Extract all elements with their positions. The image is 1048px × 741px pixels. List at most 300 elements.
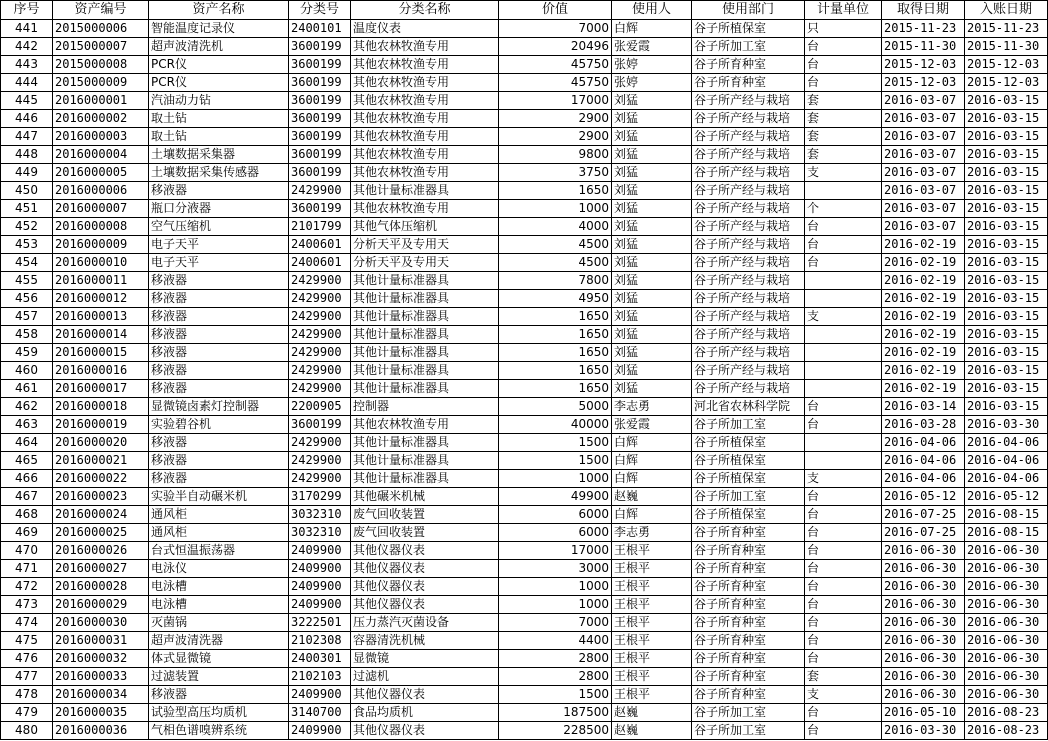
cell-value[interactable]: 1000 (499, 596, 612, 614)
cell-user[interactable]: 刘猛 (612, 254, 692, 272)
cell-unit[interactable]: 台 (805, 614, 882, 632)
cell-seq[interactable]: 442 (1, 38, 53, 56)
col-header-booked-date[interactable]: 入账日期 (965, 1, 1048, 20)
cell-asset-code[interactable]: 2016000030 (53, 614, 149, 632)
cell-value[interactable]: 17000 (499, 542, 612, 560)
cell-asset-code[interactable]: 2016000014 (53, 326, 149, 344)
cell-asset-code[interactable]: 2016000002 (53, 110, 149, 128)
cell-value[interactable]: 45750 (499, 56, 612, 74)
cell-seq[interactable]: 462 (1, 398, 53, 416)
cell-department[interactable]: 谷子所育种室 (692, 56, 805, 74)
cell-department[interactable]: 谷子所育种室 (692, 614, 805, 632)
cell-booked-date[interactable]: 2015-12-03 (965, 74, 1048, 92)
cell-booked-date[interactable]: 2016-06-30 (965, 614, 1048, 632)
cell-department[interactable]: 谷子所育种室 (692, 542, 805, 560)
cell-asset-name[interactable]: 移液器 (149, 686, 289, 704)
cell-unit[interactable]: 套 (805, 110, 882, 128)
cell-seq[interactable]: 441 (1, 20, 53, 38)
cell-department[interactable]: 谷子所产经与栽培 (692, 344, 805, 362)
cell-asset-code[interactable]: 2016000031 (53, 632, 149, 650)
cell-unit[interactable]: 台 (805, 506, 882, 524)
cell-unit[interactable]: 台 (805, 542, 882, 560)
cell-category-code[interactable]: 3032310 (289, 506, 351, 524)
cell-category-code[interactable]: 2400601 (289, 254, 351, 272)
cell-unit[interactable]: 台 (805, 524, 882, 542)
cell-asset-code[interactable]: 2015000007 (53, 38, 149, 56)
cell-department[interactable]: 谷子所产经与栽培 (692, 182, 805, 200)
cell-category-code[interactable]: 3600199 (289, 146, 351, 164)
cell-booked-date[interactable]: 2016-06-30 (965, 686, 1048, 704)
cell-value[interactable]: 1650 (499, 344, 612, 362)
cell-booked-date[interactable]: 2016-06-30 (965, 596, 1048, 614)
cell-category-code[interactable]: 2409900 (289, 560, 351, 578)
cell-user[interactable]: 刘猛 (612, 110, 692, 128)
cell-asset-name[interactable]: 台式恒温振荡器 (149, 542, 289, 560)
cell-value[interactable]: 6000 (499, 524, 612, 542)
cell-department[interactable]: 谷子所产经与栽培 (692, 200, 805, 218)
cell-seq[interactable]: 480 (1, 722, 53, 740)
cell-user[interactable]: 赵巍 (612, 488, 692, 506)
cell-acquired-date[interactable]: 2016-03-07 (882, 92, 965, 110)
cell-category-name[interactable]: 其他计量标准器具 (351, 380, 499, 398)
cell-asset-code[interactable]: 2016000021 (53, 452, 149, 470)
cell-department[interactable]: 谷子所产经与栽培 (692, 290, 805, 308)
cell-seq[interactable]: 474 (1, 614, 53, 632)
cell-department[interactable]: 谷子所育种室 (692, 74, 805, 92)
cell-unit[interactable] (805, 290, 882, 308)
cell-asset-code[interactable]: 2016000003 (53, 128, 149, 146)
cell-seq[interactable]: 466 (1, 470, 53, 488)
cell-user[interactable]: 白辉 (612, 452, 692, 470)
cell-department[interactable]: 河北省农林科学院 (692, 398, 805, 416)
cell-booked-date[interactable]: 2016-03-15 (965, 92, 1048, 110)
cell-department[interactable]: 谷子所育种室 (692, 632, 805, 650)
cell-seq[interactable]: 459 (1, 344, 53, 362)
cell-unit[interactable]: 台 (805, 236, 882, 254)
cell-asset-code[interactable]: 2016000019 (53, 416, 149, 434)
cell-user[interactable]: 刘猛 (612, 164, 692, 182)
cell-acquired-date[interactable]: 2016-06-30 (882, 596, 965, 614)
cell-user[interactable]: 刘猛 (612, 92, 692, 110)
col-header-category-name[interactable]: 分类名称 (351, 1, 499, 20)
cell-unit[interactable] (805, 182, 882, 200)
cell-asset-name[interactable]: 移液器 (149, 452, 289, 470)
cell-category-name[interactable]: 其他农林牧渔专用 (351, 56, 499, 74)
cell-category-name[interactable]: 其他计量标准器具 (351, 290, 499, 308)
cell-asset-name[interactable]: 智能温度记录仪 (149, 20, 289, 38)
cell-asset-name[interactable]: 移液器 (149, 290, 289, 308)
cell-acquired-date[interactable]: 2016-06-30 (882, 650, 965, 668)
cell-acquired-date[interactable]: 2016-03-14 (882, 398, 965, 416)
cell-category-code[interactable]: 3032310 (289, 524, 351, 542)
cell-booked-date[interactable]: 2015-11-23 (965, 20, 1048, 38)
cell-unit[interactable]: 台 (805, 74, 882, 92)
cell-booked-date[interactable]: 2016-03-30 (965, 416, 1048, 434)
cell-acquired-date[interactable]: 2016-03-28 (882, 416, 965, 434)
cell-category-name[interactable]: 其他农林牧渔专用 (351, 92, 499, 110)
cell-booked-date[interactable]: 2016-03-15 (965, 308, 1048, 326)
cell-value[interactable]: 49900 (499, 488, 612, 506)
cell-unit[interactable]: 支 (805, 686, 882, 704)
cell-category-name[interactable]: 其他气体压缩机 (351, 218, 499, 236)
cell-category-name[interactable]: 其他仪器仪表 (351, 722, 499, 740)
cell-asset-code[interactable]: 2016000007 (53, 200, 149, 218)
cell-unit[interactable] (805, 452, 882, 470)
cell-value[interactable]: 1650 (499, 326, 612, 344)
cell-value[interactable]: 17000 (499, 92, 612, 110)
cell-acquired-date[interactable]: 2016-02-19 (882, 272, 965, 290)
cell-seq[interactable]: 468 (1, 506, 53, 524)
cell-category-code[interactable]: 2102103 (289, 668, 351, 686)
cell-asset-code[interactable]: 2015000008 (53, 56, 149, 74)
cell-asset-name[interactable]: 体式显微镜 (149, 650, 289, 668)
cell-unit[interactable]: 台 (805, 218, 882, 236)
cell-category-code[interactable]: 2409900 (289, 686, 351, 704)
cell-booked-date[interactable]: 2016-06-30 (965, 650, 1048, 668)
cell-booked-date[interactable]: 2016-03-15 (965, 164, 1048, 182)
cell-department[interactable]: 谷子所加工室 (692, 416, 805, 434)
cell-asset-name[interactable]: 移液器 (149, 326, 289, 344)
cell-booked-date[interactable]: 2016-03-15 (965, 128, 1048, 146)
cell-user[interactable]: 王根平 (612, 686, 692, 704)
cell-value[interactable]: 40000 (499, 416, 612, 434)
cell-department[interactable]: 谷子所产经与栽培 (692, 308, 805, 326)
cell-category-name[interactable]: 其他仪器仪表 (351, 596, 499, 614)
cell-booked-date[interactable]: 2016-03-15 (965, 380, 1048, 398)
cell-acquired-date[interactable]: 2016-03-07 (882, 128, 965, 146)
cell-seq[interactable]: 458 (1, 326, 53, 344)
cell-value[interactable]: 2800 (499, 668, 612, 686)
cell-acquired-date[interactable]: 2015-11-30 (882, 38, 965, 56)
cell-category-name[interactable]: 其他农林牧渔专用 (351, 128, 499, 146)
cell-category-code[interactable]: 2409900 (289, 578, 351, 596)
cell-seq[interactable]: 463 (1, 416, 53, 434)
cell-value[interactable]: 1500 (499, 452, 612, 470)
cell-category-code[interactable]: 3222501 (289, 614, 351, 632)
cell-asset-code[interactable]: 2016000025 (53, 524, 149, 542)
cell-booked-date[interactable]: 2016-04-06 (965, 434, 1048, 452)
cell-user[interactable]: 白辉 (612, 506, 692, 524)
cell-seq[interactable]: 449 (1, 164, 53, 182)
cell-value[interactable]: 1500 (499, 434, 612, 452)
cell-asset-code[interactable]: 2016000029 (53, 596, 149, 614)
col-header-asset-code[interactable]: 资产编号 (53, 1, 149, 20)
cell-department[interactable]: 谷子所加工室 (692, 704, 805, 722)
cell-department[interactable]: 谷子所产经与栽培 (692, 146, 805, 164)
cell-category-name[interactable]: 其他计量标准器具 (351, 470, 499, 488)
cell-seq[interactable]: 477 (1, 668, 53, 686)
cell-asset-code[interactable]: 2016000020 (53, 434, 149, 452)
cell-department[interactable]: 谷子所植保室 (692, 20, 805, 38)
cell-acquired-date[interactable]: 2016-06-30 (882, 578, 965, 596)
cell-value[interactable]: 2900 (499, 128, 612, 146)
cell-category-code[interactable]: 3600199 (289, 38, 351, 56)
cell-user[interactable]: 李志勇 (612, 524, 692, 542)
cell-asset-name[interactable]: 电子天平 (149, 254, 289, 272)
cell-department[interactable]: 谷子所产经与栽培 (692, 128, 805, 146)
cell-unit[interactable] (805, 272, 882, 290)
cell-user[interactable]: 刘猛 (612, 344, 692, 362)
cell-value[interactable]: 3750 (499, 164, 612, 182)
cell-acquired-date[interactable]: 2016-02-19 (882, 344, 965, 362)
cell-asset-name[interactable]: 试验型高压均质机 (149, 704, 289, 722)
cell-asset-code[interactable]: 2016000015 (53, 344, 149, 362)
cell-unit[interactable]: 台 (805, 596, 882, 614)
cell-asset-name[interactable]: 显微镜卤素灯控制器 (149, 398, 289, 416)
cell-asset-code[interactable]: 2016000023 (53, 488, 149, 506)
cell-acquired-date[interactable]: 2016-03-07 (882, 200, 965, 218)
cell-asset-name[interactable]: 电泳仪 (149, 560, 289, 578)
cell-asset-code[interactable]: 2016000010 (53, 254, 149, 272)
cell-user[interactable]: 王根平 (612, 596, 692, 614)
cell-department[interactable]: 谷子所加工室 (692, 722, 805, 740)
cell-category-name[interactable]: 其他计量标准器具 (351, 344, 499, 362)
cell-department[interactable]: 谷子所产经与栽培 (692, 92, 805, 110)
cell-category-name[interactable]: 温度仪表 (351, 20, 499, 38)
cell-unit[interactable]: 台 (805, 578, 882, 596)
cell-booked-date[interactable]: 2016-05-12 (965, 488, 1048, 506)
cell-asset-name[interactable]: 汽油动力钻 (149, 92, 289, 110)
cell-asset-code[interactable]: 2016000034 (53, 686, 149, 704)
cell-booked-date[interactable]: 2015-11-30 (965, 38, 1048, 56)
cell-unit[interactable]: 台 (805, 488, 882, 506)
cell-category-code[interactable]: 3600199 (289, 110, 351, 128)
cell-asset-code[interactable]: 2016000012 (53, 290, 149, 308)
cell-asset-name[interactable]: 电泳槽 (149, 596, 289, 614)
cell-user[interactable]: 刘猛 (612, 362, 692, 380)
cell-category-code[interactable]: 2429900 (289, 434, 351, 452)
cell-value[interactable]: 45750 (499, 74, 612, 92)
cell-asset-name[interactable]: 电子天平 (149, 236, 289, 254)
cell-value[interactable]: 6000 (499, 506, 612, 524)
cell-unit[interactable]: 套 (805, 128, 882, 146)
cell-category-code[interactable]: 2429900 (289, 272, 351, 290)
cell-category-name[interactable]: 显微镜 (351, 650, 499, 668)
cell-user[interactable]: 王根平 (612, 578, 692, 596)
col-header-user[interactable]: 使用人 (612, 1, 692, 20)
cell-unit[interactable] (805, 326, 882, 344)
cell-booked-date[interactable]: 2016-06-30 (965, 632, 1048, 650)
cell-unit[interactable]: 台 (805, 38, 882, 56)
cell-acquired-date[interactable]: 2015-11-23 (882, 20, 965, 38)
cell-asset-code[interactable]: 2016000028 (53, 578, 149, 596)
cell-asset-code[interactable]: 2015000009 (53, 74, 149, 92)
cell-booked-date[interactable]: 2016-04-06 (965, 470, 1048, 488)
cell-seq[interactable]: 467 (1, 488, 53, 506)
cell-asset-name[interactable]: 灭菌锅 (149, 614, 289, 632)
cell-booked-date[interactable]: 2016-03-15 (965, 182, 1048, 200)
cell-value[interactable]: 1000 (499, 200, 612, 218)
cell-booked-date[interactable]: 2016-03-15 (965, 236, 1048, 254)
cell-department[interactable]: 谷子所育种室 (692, 578, 805, 596)
col-header-acquired-date[interactable]: 取得日期 (882, 1, 965, 20)
cell-acquired-date[interactable]: 2016-02-19 (882, 362, 965, 380)
cell-asset-code[interactable]: 2016000005 (53, 164, 149, 182)
cell-acquired-date[interactable]: 2016-04-06 (882, 434, 965, 452)
cell-category-code[interactable]: 2429900 (289, 362, 351, 380)
cell-seq[interactable]: 476 (1, 650, 53, 668)
cell-seq[interactable]: 453 (1, 236, 53, 254)
cell-unit[interactable] (805, 344, 882, 362)
cell-value[interactable]: 2900 (499, 110, 612, 128)
cell-unit[interactable]: 台 (805, 416, 882, 434)
cell-seq[interactable]: 443 (1, 56, 53, 74)
cell-value[interactable]: 3000 (499, 560, 612, 578)
cell-value[interactable]: 2800 (499, 650, 612, 668)
cell-booked-date[interactable]: 2016-03-15 (965, 254, 1048, 272)
cell-category-name[interactable]: 其他碾米机械 (351, 488, 499, 506)
cell-user[interactable]: 刘猛 (612, 200, 692, 218)
cell-seq[interactable]: 450 (1, 182, 53, 200)
cell-department[interactable]: 谷子所育种室 (692, 596, 805, 614)
cell-asset-name[interactable]: 实验半自动碾米机 (149, 488, 289, 506)
cell-unit[interactable]: 套 (805, 92, 882, 110)
cell-unit[interactable]: 台 (805, 560, 882, 578)
cell-department[interactable]: 谷子所植保室 (692, 506, 805, 524)
cell-user[interactable]: 白辉 (612, 470, 692, 488)
cell-asset-code[interactable]: 2016000009 (53, 236, 149, 254)
cell-unit[interactable]: 支 (805, 470, 882, 488)
cell-department[interactable]: 谷子所育种室 (692, 668, 805, 686)
cell-user[interactable]: 刘猛 (612, 128, 692, 146)
cell-value[interactable]: 1650 (499, 362, 612, 380)
cell-category-name[interactable]: 食品均质机 (351, 704, 499, 722)
cell-category-name[interactable]: 分析天平及专用天 (351, 254, 499, 272)
cell-category-code[interactable]: 3600199 (289, 74, 351, 92)
cell-acquired-date[interactable]: 2016-02-19 (882, 308, 965, 326)
cell-user[interactable]: 张婷 (612, 74, 692, 92)
cell-user[interactable]: 王根平 (612, 560, 692, 578)
cell-asset-code[interactable]: 2016000004 (53, 146, 149, 164)
cell-value[interactable]: 1000 (499, 578, 612, 596)
cell-category-code[interactable]: 3600199 (289, 416, 351, 434)
cell-category-code[interactable]: 2429900 (289, 182, 351, 200)
cell-unit[interactable]: 支 (805, 308, 882, 326)
cell-asset-code[interactable]: 2016000033 (53, 668, 149, 686)
cell-seq[interactable]: 444 (1, 74, 53, 92)
cell-seq[interactable]: 454 (1, 254, 53, 272)
cell-asset-name[interactable]: 取土钻 (149, 110, 289, 128)
cell-seq[interactable]: 447 (1, 128, 53, 146)
cell-asset-name[interactable]: 移液器 (149, 344, 289, 362)
cell-user[interactable]: 刘猛 (612, 308, 692, 326)
cell-value[interactable]: 1650 (499, 380, 612, 398)
cell-user[interactable]: 李志勇 (612, 398, 692, 416)
cell-category-code[interactable]: 2429900 (289, 344, 351, 362)
col-header-asset-name[interactable]: 资产名称 (149, 1, 289, 20)
cell-user[interactable]: 刘猛 (612, 272, 692, 290)
cell-acquired-date[interactable]: 2016-04-06 (882, 470, 965, 488)
cell-asset-name[interactable]: 移液器 (149, 362, 289, 380)
cell-asset-code[interactable]: 2016000001 (53, 92, 149, 110)
cell-category-name[interactable]: 容器清洗机械 (351, 632, 499, 650)
cell-category-name[interactable]: 其他计量标准器具 (351, 452, 499, 470)
cell-category-code[interactable]: 2429900 (289, 308, 351, 326)
cell-asset-code[interactable]: 2016000006 (53, 182, 149, 200)
cell-department[interactable]: 谷子所植保室 (692, 452, 805, 470)
cell-user[interactable]: 刘猛 (612, 182, 692, 200)
cell-acquired-date[interactable]: 2016-04-06 (882, 452, 965, 470)
cell-asset-name[interactable]: 移液器 (149, 470, 289, 488)
cell-category-code[interactable]: 2429900 (289, 452, 351, 470)
cell-seq[interactable]: 472 (1, 578, 53, 596)
cell-seq[interactable]: 460 (1, 362, 53, 380)
cell-acquired-date[interactable]: 2016-06-30 (882, 632, 965, 650)
cell-department[interactable]: 谷子所产经与栽培 (692, 218, 805, 236)
cell-value[interactable]: 228500 (499, 722, 612, 740)
cell-acquired-date[interactable]: 2016-05-12 (882, 488, 965, 506)
cell-booked-date[interactable]: 2015-12-03 (965, 56, 1048, 74)
cell-department[interactable]: 谷子所育种室 (692, 686, 805, 704)
cell-booked-date[interactable]: 2016-06-30 (965, 668, 1048, 686)
cell-booked-date[interactable]: 2016-03-15 (965, 344, 1048, 362)
cell-seq[interactable]: 473 (1, 596, 53, 614)
cell-booked-date[interactable]: 2016-04-06 (965, 452, 1048, 470)
cell-department[interactable]: 谷子所植保室 (692, 470, 805, 488)
cell-booked-date[interactable]: 2016-06-30 (965, 542, 1048, 560)
cell-category-code[interactable]: 2400601 (289, 236, 351, 254)
cell-seq[interactable]: 479 (1, 704, 53, 722)
cell-unit[interactable]: 台 (805, 254, 882, 272)
cell-acquired-date[interactable]: 2016-03-07 (882, 164, 965, 182)
cell-asset-name[interactable]: 土壤数据采集传感器 (149, 164, 289, 182)
cell-booked-date[interactable]: 2016-03-15 (965, 146, 1048, 164)
cell-category-code[interactable]: 2400101 (289, 20, 351, 38)
cell-booked-date[interactable]: 2016-08-23 (965, 722, 1048, 740)
cell-category-name[interactable]: 其他农林牧渔专用 (351, 164, 499, 182)
cell-unit[interactable]: 台 (805, 632, 882, 650)
cell-asset-name[interactable]: 空气压缩机 (149, 218, 289, 236)
cell-category-name[interactable]: 其他农林牧渔专用 (351, 146, 499, 164)
cell-asset-name[interactable]: 移液器 (149, 182, 289, 200)
cell-value[interactable]: 7000 (499, 20, 612, 38)
cell-seq[interactable]: 470 (1, 542, 53, 560)
col-header-category-code[interactable]: 分类号 (289, 1, 351, 20)
cell-unit[interactable]: 支 (805, 164, 882, 182)
cell-acquired-date[interactable]: 2016-02-19 (882, 290, 965, 308)
cell-unit[interactable]: 只 (805, 20, 882, 38)
cell-acquired-date[interactable]: 2016-07-25 (882, 506, 965, 524)
cell-seq[interactable]: 465 (1, 452, 53, 470)
cell-value[interactable]: 1500 (499, 686, 612, 704)
cell-value[interactable]: 7000 (499, 614, 612, 632)
cell-unit[interactable] (805, 434, 882, 452)
cell-asset-code[interactable]: 2016000035 (53, 704, 149, 722)
cell-unit[interactable] (805, 362, 882, 380)
cell-category-name[interactable]: 其他计量标准器具 (351, 434, 499, 452)
cell-acquired-date[interactable]: 2016-02-19 (882, 326, 965, 344)
cell-category-name[interactable]: 过滤机 (351, 668, 499, 686)
cell-booked-date[interactable]: 2016-03-15 (965, 362, 1048, 380)
cell-category-name[interactable]: 压力蒸汽灭菌设备 (351, 614, 499, 632)
cell-unit[interactable]: 个 (805, 200, 882, 218)
cell-category-code[interactable]: 3600199 (289, 128, 351, 146)
cell-unit[interactable]: 台 (805, 398, 882, 416)
cell-category-code[interactable]: 3140700 (289, 704, 351, 722)
col-header-value[interactable]: 价值 (499, 1, 612, 20)
cell-seq[interactable]: 475 (1, 632, 53, 650)
cell-user[interactable]: 王根平 (612, 614, 692, 632)
cell-category-name[interactable]: 其他农林牧渔专用 (351, 38, 499, 56)
cell-department[interactable]: 谷子所产经与栽培 (692, 380, 805, 398)
cell-department[interactable]: 谷子所植保室 (692, 434, 805, 452)
cell-acquired-date[interactable]: 2016-06-30 (882, 668, 965, 686)
cell-department[interactable]: 谷子所育种室 (692, 650, 805, 668)
cell-acquired-date[interactable]: 2016-02-19 (882, 380, 965, 398)
cell-department[interactable]: 谷子所产经与栽培 (692, 326, 805, 344)
cell-category-name[interactable]: 分析天平及专用天 (351, 236, 499, 254)
cell-value[interactable]: 4500 (499, 254, 612, 272)
